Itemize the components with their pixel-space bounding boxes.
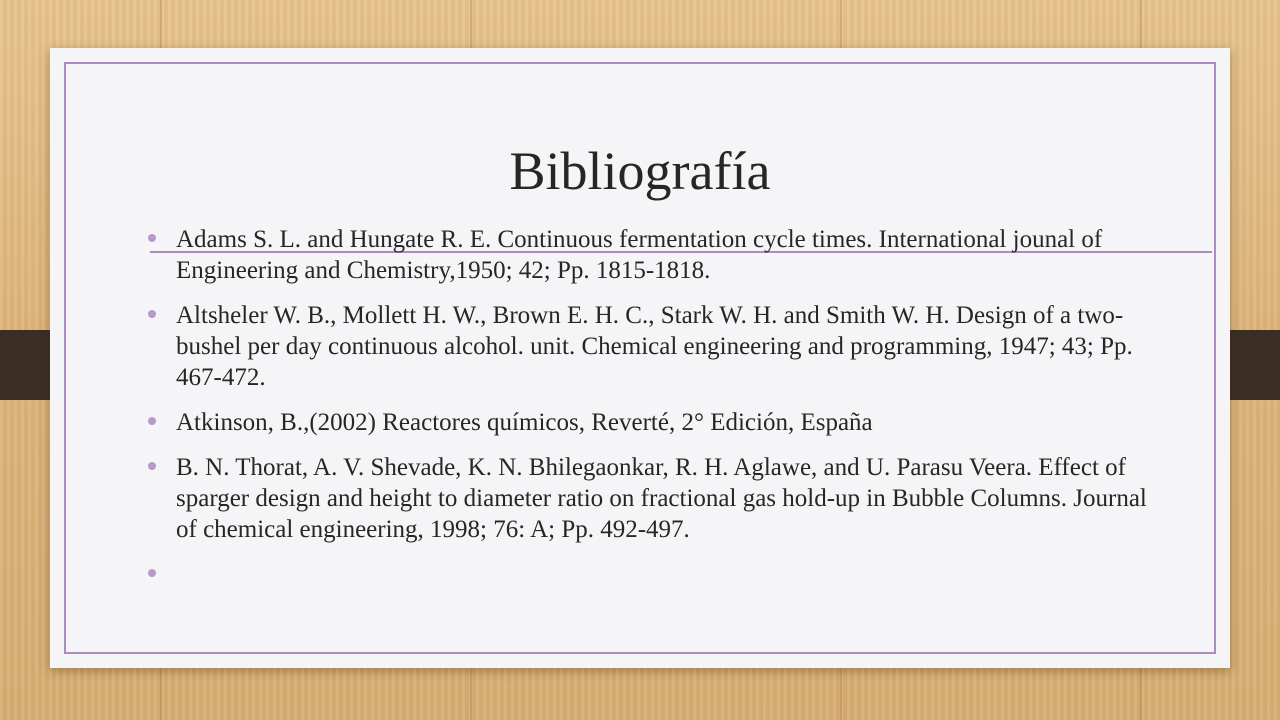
reference-item bbox=[148, 224, 1148, 286]
bullet-icon bbox=[148, 462, 156, 470]
reference-item bbox=[148, 407, 1148, 438]
bullet-icon bbox=[148, 417, 156, 425]
slide-paper bbox=[50, 48, 1230, 668]
reference-text: B. N. Thorat, A. V. Shevade, K. N. Bhilegaonkar, R. H. Aglawe, and U. Parasu Veera. Effect of sparger design and height to diameter ratio on fractional gas hold-up in Bubble Columns. Journal of chemical engineering, 1998; 76: A; Pp. 492-497. bbox=[176, 454, 1147, 543]
bullet-icon bbox=[148, 310, 156, 318]
bullet-icon bbox=[148, 234, 156, 242]
reference-list bbox=[148, 224, 1148, 604]
reference-item bbox=[148, 300, 1148, 393]
reference-item bbox=[148, 452, 1148, 545]
reference-item-empty bbox=[148, 559, 1148, 590]
bullet-icon bbox=[148, 569, 156, 577]
reference-text: Atkinson, B.,(2002) Reactores químicos, Reverté, 2° Edición, España bbox=[176, 409, 873, 436]
reference-text: Altsheler W. B., Mollett H. W., Brown E. H. C., Stark W. H. and Smith W. H. Design of a two-bushel per day continuous alcohol. unit. Chemical engineering and programming, 1947; 43; Pp. 467-472. bbox=[176, 302, 1133, 391]
slide-title: Bibliografía bbox=[509, 141, 771, 201]
reference-text: Adams S. L. and Hungate R. E. Continuous fermentation cycle times. International jounal of Engineering and Chemistry,1950; 42; Pp. 1815-1818. bbox=[176, 226, 1103, 284]
